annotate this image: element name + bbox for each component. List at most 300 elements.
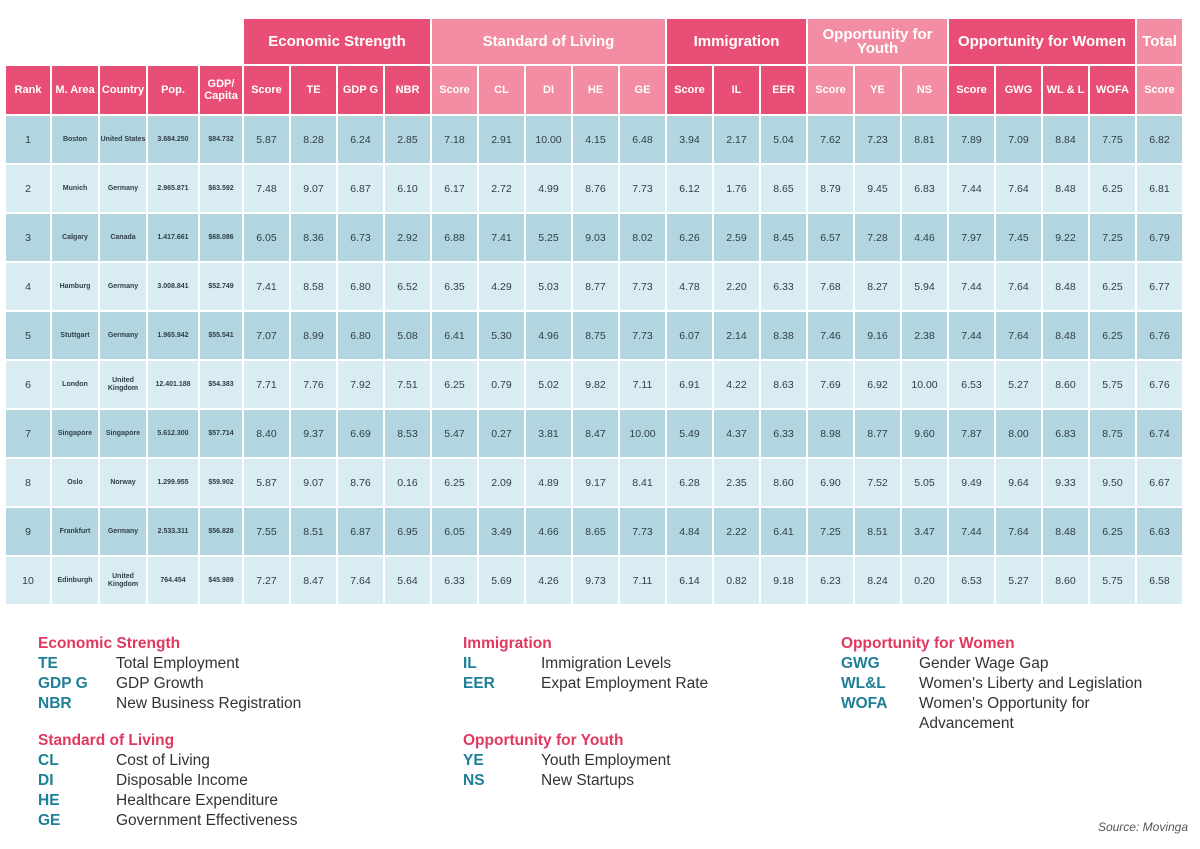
table-cell: 7.87: [949, 410, 994, 457]
legend-abbr: DI: [38, 772, 54, 789]
table-cell: 6.67: [1137, 459, 1182, 506]
table-cell: 1.417.661: [148, 214, 198, 261]
table-cell: 7.48: [244, 165, 289, 212]
table-row: [6, 361, 1182, 408]
table-cell: 9.17: [573, 459, 618, 506]
table-cell: 8.48: [1043, 165, 1088, 212]
table-cell: 7.44: [949, 312, 994, 359]
table-cell: Norway: [100, 459, 146, 506]
table-cell: 5.64: [385, 557, 430, 604]
legend-desc: New Business Registration: [116, 695, 302, 712]
table-cell: 7: [6, 410, 50, 457]
table-cell: 8.65: [573, 508, 618, 555]
table-cell: 9.73: [573, 557, 618, 604]
table-cell: Germany: [100, 263, 146, 310]
table-cell: 7.62: [808, 116, 853, 163]
col-header: YE: [855, 66, 900, 114]
table-cell: 5.25: [526, 214, 571, 261]
table-cell: 6.57: [808, 214, 853, 261]
table-cell: 7.23: [855, 116, 900, 163]
table-cell: 7.76: [291, 361, 336, 408]
table-cell: Stuttgart: [52, 312, 98, 359]
table-cell: 8.48: [1043, 508, 1088, 555]
table-cell: 6.83: [902, 165, 947, 212]
legend-opportunity-youth: [463, 731, 783, 791]
table-cell: $54.383: [200, 361, 242, 408]
table-cell: Frankfurt: [52, 508, 98, 555]
table-cell: 5.47: [432, 410, 477, 457]
table-cell: 7.27: [244, 557, 289, 604]
table-cell: 5.04: [761, 116, 806, 163]
col-header: Score: [667, 66, 712, 114]
table-cell: 4.29: [479, 263, 524, 310]
legend-title: Immigration: [463, 635, 552, 652]
legend-item: [38, 791, 358, 811]
legend-item: [841, 694, 1181, 734]
table-cell: 6.33: [761, 410, 806, 457]
legend-title: Opportunity for Women: [841, 635, 1015, 652]
source-note: Source: Movinga: [1097, 820, 1188, 834]
table-cell: 8.77: [573, 263, 618, 310]
legend-title: Economic Strength: [38, 635, 181, 652]
table-cell: 7.45: [996, 214, 1041, 261]
table-cell: 10.00: [620, 410, 665, 457]
table-cell: 6.35: [432, 263, 477, 310]
group-total: Total: [1137, 19, 1182, 64]
legend-standard-of-living: [38, 731, 358, 831]
table-cell: 8.28: [291, 116, 336, 163]
table-cell: 7.64: [996, 312, 1041, 359]
legend-abbr: GDP G: [38, 675, 88, 692]
table-cell: 1.76: [714, 165, 759, 212]
table-cell: Canada: [100, 214, 146, 261]
group-immigration: Immigration: [667, 19, 806, 64]
table-cell: 6.77: [1137, 263, 1182, 310]
table-cell: $57.714: [200, 410, 242, 457]
table-cell: 8.41: [620, 459, 665, 506]
table-cell: 8.60: [761, 459, 806, 506]
table-cell: 6.26: [667, 214, 712, 261]
table-cell: 8.77: [855, 410, 900, 457]
table-cell: 0.82: [714, 557, 759, 604]
table-cell: 8.00: [996, 410, 1041, 457]
table-cell: 8.60: [1043, 557, 1088, 604]
legend-abbr: NBR: [38, 695, 72, 712]
legend-item: [841, 674, 1181, 694]
group-blank: [6, 19, 242, 64]
table-cell: Singapore: [100, 410, 146, 457]
table-cell: Boston: [52, 116, 98, 163]
table-cell: 9.37: [291, 410, 336, 457]
legend-economic-strength: [38, 634, 358, 714]
legend-item: [463, 654, 783, 674]
legend-desc: Total Employment: [116, 655, 240, 672]
table-cell: 4.37: [714, 410, 759, 457]
table-row: [6, 116, 1182, 163]
table-cell: 5.05: [902, 459, 947, 506]
table-cell: 7.64: [338, 557, 383, 604]
table-cell: 7.73: [620, 508, 665, 555]
table-cell: 9.49: [949, 459, 994, 506]
legend-abbr: TE: [38, 655, 58, 672]
table-cell: 7.69: [808, 361, 853, 408]
table-cell: 5.08: [385, 312, 430, 359]
legend-desc: Gender Wage Gap: [919, 655, 1049, 672]
col-header: Score: [949, 66, 994, 114]
table-cell: 6.88: [432, 214, 477, 261]
table-cell: 8.63: [761, 361, 806, 408]
legend-item: [463, 771, 783, 791]
table-cell: Germany: [100, 312, 146, 359]
table-cell: 4.96: [526, 312, 571, 359]
table-cell: 0.16: [385, 459, 430, 506]
table-cell: 9.45: [855, 165, 900, 212]
table-cell: 2.85: [385, 116, 430, 163]
table-cell: 7.44: [949, 508, 994, 555]
table-cell: 8.47: [291, 557, 336, 604]
col-header: Country: [100, 66, 146, 114]
table-cell: $63.592: [200, 165, 242, 212]
table-cell: 8.58: [291, 263, 336, 310]
legend-item: [38, 654, 358, 674]
table-cell: 5.87: [244, 116, 289, 163]
legend-abbr: GWG: [841, 655, 880, 672]
table-cell: 8.75: [1090, 410, 1135, 457]
table-cell: 10: [6, 557, 50, 604]
table-cell: 9.16: [855, 312, 900, 359]
table-cell: 6.25: [1090, 263, 1135, 310]
table-cell: 8.48: [1043, 312, 1088, 359]
legend-immigration: [463, 634, 783, 694]
table-cell: London: [52, 361, 98, 408]
legend-desc: Women's Liberty and Legislation: [919, 675, 1143, 692]
table-cell: 0.79: [479, 361, 524, 408]
table-cell: 7.44: [949, 263, 994, 310]
group-header-row: [6, 19, 1182, 64]
table-cell: 9.33: [1043, 459, 1088, 506]
table-cell: 2.35: [714, 459, 759, 506]
table-cell: 2.14: [714, 312, 759, 359]
table-row: [6, 557, 1182, 604]
table-cell: 7.97: [949, 214, 994, 261]
table-cell: 6.23: [808, 557, 853, 604]
table-cell: 4.89: [526, 459, 571, 506]
legend-desc: Government Effectiveness: [116, 812, 298, 829]
table-cell: 6.52: [385, 263, 430, 310]
table-cell: 8.65: [761, 165, 806, 212]
table-cell: 8.48: [1043, 263, 1088, 310]
table-cell: 8.99: [291, 312, 336, 359]
table-cell: 3: [6, 214, 50, 261]
table-cell: 4.99: [526, 165, 571, 212]
table-cell: 8.98: [808, 410, 853, 457]
table-cell: 6.82: [1137, 116, 1182, 163]
legend-item: [38, 811, 358, 831]
table-cell: 9.82: [573, 361, 618, 408]
table-cell: 0.27: [479, 410, 524, 457]
table-cell: 6.33: [432, 557, 477, 604]
table-cell: 3.47: [902, 508, 947, 555]
table-cell: 8.40: [244, 410, 289, 457]
table-cell: 12.401.188: [148, 361, 198, 408]
table-cell: $84.732: [200, 116, 242, 163]
table-cell: 9.22: [1043, 214, 1088, 261]
legend-abbr: HE: [38, 792, 60, 809]
table-cell: 6.10: [385, 165, 430, 212]
table-cell: 8.02: [620, 214, 665, 261]
table-cell: 7.18: [432, 116, 477, 163]
table-cell: 3.008.841: [148, 263, 198, 310]
table-cell: 9: [6, 508, 50, 555]
legend-item: [38, 751, 358, 771]
col-header: GDP/ Capita: [200, 66, 242, 114]
col-header: GWG: [996, 66, 1041, 114]
legend-item: [463, 674, 783, 694]
table-cell: 6.69: [338, 410, 383, 457]
table-cell: 2.20: [714, 263, 759, 310]
group-economic-strength: Economic Strength: [244, 19, 430, 64]
table-cell: Munich: [52, 165, 98, 212]
legend-abbr: CL: [38, 752, 59, 769]
table-cell: 3.49: [479, 508, 524, 555]
table-cell: 6.41: [761, 508, 806, 555]
table-cell: 6.48: [620, 116, 665, 163]
col-header: NS: [902, 66, 947, 114]
table-cell: 6.58: [1137, 557, 1182, 604]
table-cell: 9.60: [902, 410, 947, 457]
table-cell: 6.90: [808, 459, 853, 506]
legend-title: Opportunity for Youth: [463, 732, 624, 749]
table-cell: 7.46: [808, 312, 853, 359]
table-cell: 8.38: [761, 312, 806, 359]
legend-abbr: GE: [38, 812, 61, 829]
table-cell: 2.91: [479, 116, 524, 163]
table-cell: 3.94: [667, 116, 712, 163]
table-cell: 7.44: [949, 165, 994, 212]
table-cell: 2.92: [385, 214, 430, 261]
table-cell: 8.84: [1043, 116, 1088, 163]
table-cell: $55.541: [200, 312, 242, 359]
table-cell: 5.75: [1090, 361, 1135, 408]
table-cell: 2.22: [714, 508, 759, 555]
table-cell: 5.27: [996, 361, 1041, 408]
table-cell: 9.07: [291, 165, 336, 212]
legend-desc: Healthcare Expenditure: [116, 792, 278, 809]
table-cell: 9.07: [291, 459, 336, 506]
legend-desc: Women's Opportunity for Advancement: [919, 695, 1090, 732]
table-cell: 7.25: [1090, 214, 1135, 261]
table-cell: 8.76: [573, 165, 618, 212]
group-opportunity-youth: Opportunity for Youth: [808, 19, 947, 64]
legend-title: Standard of Living: [38, 732, 175, 749]
table-cell: 6.95: [385, 508, 430, 555]
table-cell: 6.05: [244, 214, 289, 261]
table-row: [6, 165, 1182, 212]
ranking-table: [4, 17, 1184, 606]
table-row: [6, 410, 1182, 457]
table-cell: Germany: [100, 508, 146, 555]
table-cell: 5.49: [667, 410, 712, 457]
table-cell: 8.81: [902, 116, 947, 163]
table-cell: 6.25: [432, 459, 477, 506]
table-cell: 5.27: [996, 557, 1041, 604]
legend-abbr: IL: [463, 655, 477, 672]
col-header: TE: [291, 66, 336, 114]
table-cell: 8.27: [855, 263, 900, 310]
table-cell: Germany: [100, 165, 146, 212]
table-cell: 5.30: [479, 312, 524, 359]
table-cell: 5.69: [479, 557, 524, 604]
col-header: HE: [573, 66, 618, 114]
table-cell: United Kingdom: [100, 361, 146, 408]
table-cell: 6.76: [1137, 361, 1182, 408]
table-cell: $52.749: [200, 263, 242, 310]
table-cell: 6.80: [338, 312, 383, 359]
table-cell: 2.38: [902, 312, 947, 359]
table-cell: 6.07: [667, 312, 712, 359]
col-header: Rank: [6, 66, 50, 114]
table-cell: 8.51: [855, 508, 900, 555]
table-cell: Oslo: [52, 459, 98, 506]
table-cell: 4.66: [526, 508, 571, 555]
table-cell: 9.03: [573, 214, 618, 261]
table-cell: 3.684.250: [148, 116, 198, 163]
table-cell: 2.965.871: [148, 165, 198, 212]
table-cell: 8.24: [855, 557, 900, 604]
table-cell: 1.965.942: [148, 312, 198, 359]
table-cell: 6.76: [1137, 312, 1182, 359]
col-header: Score: [244, 66, 289, 114]
col-header: Score: [1137, 66, 1182, 114]
table-cell: 7.55: [244, 508, 289, 555]
table-cell: 6.41: [432, 312, 477, 359]
table-cell: 0.20: [902, 557, 947, 604]
col-header: EER: [761, 66, 806, 114]
table-cell: 8.76: [338, 459, 383, 506]
table-cell: 6.87: [338, 165, 383, 212]
legend-desc: Immigration Levels: [541, 655, 672, 672]
legend-desc: Expat Employment Rate: [541, 675, 709, 692]
table-cell: 8.45: [761, 214, 806, 261]
table-cell: 9.50: [1090, 459, 1135, 506]
legend-abbr: WOFA: [841, 695, 888, 712]
table-cell: 6.28: [667, 459, 712, 506]
table-cell: 6.24: [338, 116, 383, 163]
table-cell: 2.17: [714, 116, 759, 163]
table-cell: 6.91: [667, 361, 712, 408]
table-cell: $56.828: [200, 508, 242, 555]
table-cell: 3.81: [526, 410, 571, 457]
legend-desc: Youth Employment: [541, 752, 671, 769]
legend-abbr: NS: [463, 772, 485, 789]
table-cell: 8.79: [808, 165, 853, 212]
table-cell: 7.64: [996, 165, 1041, 212]
col-header: Score: [808, 66, 853, 114]
legend-item: [38, 694, 358, 714]
table-body: [6, 116, 1182, 604]
table-cell: 7.68: [808, 263, 853, 310]
legend-item: [38, 771, 358, 791]
table-cell: 5: [6, 312, 50, 359]
table-cell: 2.72: [479, 165, 524, 212]
table-cell: 7.11: [620, 557, 665, 604]
table-cell: 1: [6, 116, 50, 163]
table-row: [6, 312, 1182, 359]
col-header: Pop.: [148, 66, 198, 114]
table-cell: 7.09: [996, 116, 1041, 163]
table-cell: 2.09: [479, 459, 524, 506]
table-cell: 7.73: [620, 263, 665, 310]
table-cell: 10.00: [902, 361, 947, 408]
table-cell: 7.52: [855, 459, 900, 506]
legend-opportunity-women: [841, 634, 1181, 734]
table-cell: 4.46: [902, 214, 947, 261]
legend-desc: GDP Growth: [116, 675, 204, 692]
table-cell: 4: [6, 263, 50, 310]
legend-item: [463, 751, 783, 771]
table-cell: 5.02: [526, 361, 571, 408]
table-cell: Singapore: [52, 410, 98, 457]
table-cell: 6.25: [1090, 165, 1135, 212]
table-cell: 7.64: [996, 263, 1041, 310]
table-cell: 2.59: [714, 214, 759, 261]
col-header: WL & L: [1043, 66, 1088, 114]
legend-abbr: EER: [463, 675, 495, 692]
table-cell: 6.79: [1137, 214, 1182, 261]
table-cell: 8.75: [573, 312, 618, 359]
table-cell: 9.18: [761, 557, 806, 604]
table-cell: 6.73: [338, 214, 383, 261]
table-cell: 4.84: [667, 508, 712, 555]
col-header: IL: [714, 66, 759, 114]
col-header: NBR: [385, 66, 430, 114]
table-cell: 7.07: [244, 312, 289, 359]
legend-abbr: WL&L: [841, 675, 886, 692]
table-cell: 6.81: [1137, 165, 1182, 212]
table-cell: $68.086: [200, 214, 242, 261]
table-cell: 7.41: [479, 214, 524, 261]
table-cell: 7.64: [996, 508, 1041, 555]
group-standard-of-living: Standard of Living: [432, 19, 665, 64]
col-header: M. Area: [52, 66, 98, 114]
table-cell: Edinburgh: [52, 557, 98, 604]
table-cell: 10.00: [526, 116, 571, 163]
table-cell: 2: [6, 165, 50, 212]
table-row: [6, 263, 1182, 310]
table-cell: 6.87: [338, 508, 383, 555]
table-cell: 2.533.311: [148, 508, 198, 555]
col-header: GDP G: [338, 66, 383, 114]
table-cell: 7.28: [855, 214, 900, 261]
table-cell: 5.03: [526, 263, 571, 310]
legend-desc: Cost of Living: [116, 752, 210, 769]
table-cell: 6.25: [432, 361, 477, 408]
legend-item: [38, 674, 358, 694]
table-cell: 6.33: [761, 263, 806, 310]
table-cell: $45.989: [200, 557, 242, 604]
table-cell: 8.36: [291, 214, 336, 261]
table-cell: 6.74: [1137, 410, 1182, 457]
table-cell: 4.78: [667, 263, 712, 310]
table-cell: 6.12: [667, 165, 712, 212]
table-cell: 7.25: [808, 508, 853, 555]
col-header: WOFA: [1090, 66, 1135, 114]
table-cell: 7.73: [620, 165, 665, 212]
table-cell: 8.47: [573, 410, 618, 457]
table-cell: 9.64: [996, 459, 1041, 506]
table-cell: 4.15: [573, 116, 618, 163]
group-opportunity-women: Opportunity for Women: [949, 19, 1135, 64]
